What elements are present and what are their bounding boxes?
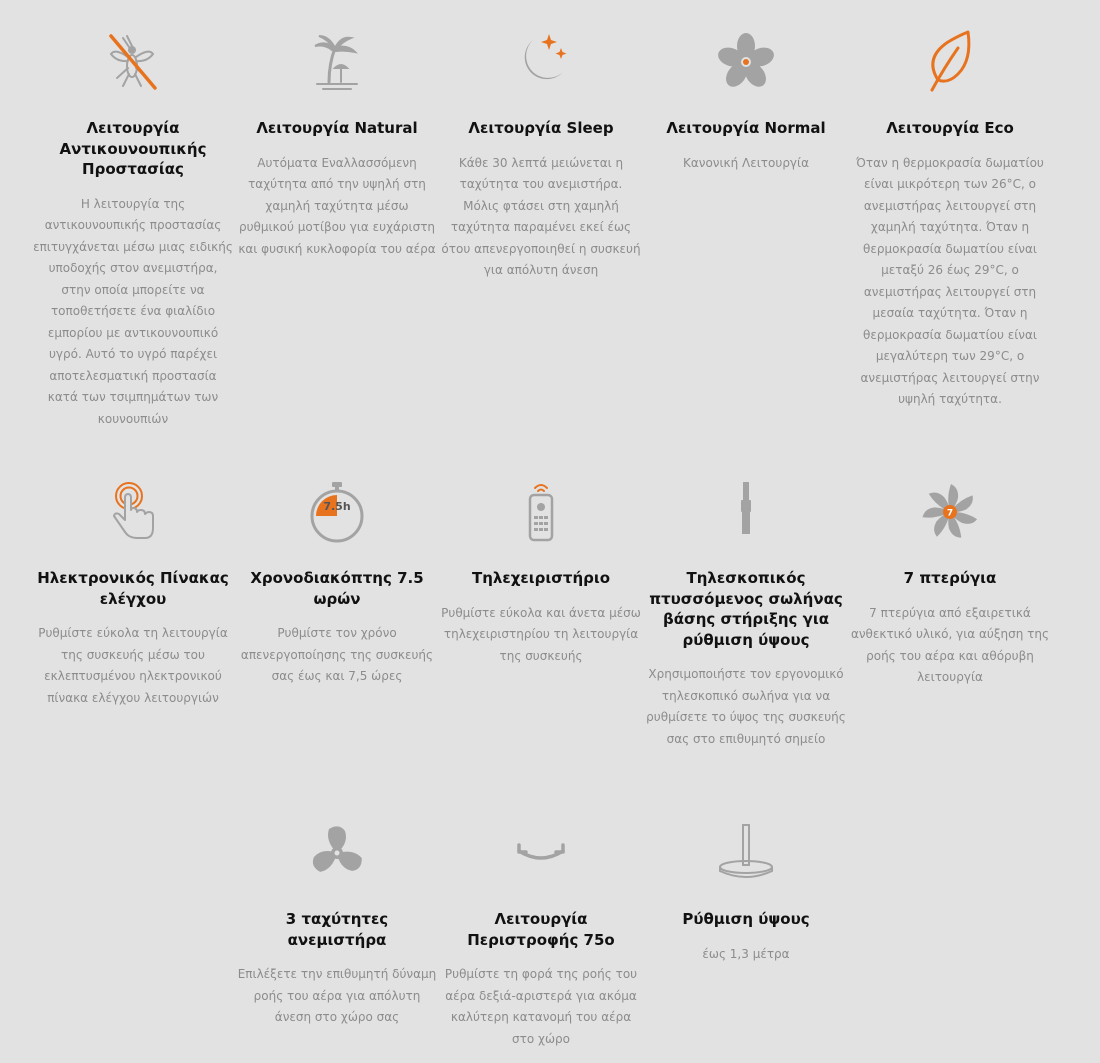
palm-tree-icon: [305, 30, 369, 94]
feature-description: Ρυθμίστε τη φορά της ροής του αέρα δεξιά-αριστερά για ακόμα καλύτερη κατανομή του αέρα στο χώρο: [444, 967, 638, 1046]
height-stand-icon: [714, 821, 778, 885]
feature-description: Κάθε 30 λεπτά μειώνεται η ταχύτητα του ανεμιστήρα. Μόλις φτάσει στη χαμηλή ταχύτητα παραμένει εκεί έως ότου απενεργοποιηθεί η συσκευή για απόλυτη άνεση: [441, 155, 641, 277]
feature-description: 7 πτερύγια από εξαιρετικά ανθεκτικό υλικό, για αύξηση της ροής του αέρα και αθόρυβη λειτουργία: [850, 605, 1050, 684]
feature-description: Ρυθμίστε τον χρόνο απενεργοποίησης της συσκευής σας έως και 7,5 ώρες: [240, 626, 434, 683]
seven-blades-icon: [918, 480, 982, 544]
feature-title: Λειτουργία Sleep: [468, 119, 614, 137]
feature-telescopic-pole: [646, 480, 846, 750]
feature-title: Λειτουργία Αντικουνουπικής Προστασίας: [59, 119, 207, 178]
feature-title: Λειτουργία Περιστροφής 75ο: [467, 910, 615, 949]
feature-description: Αυτόματα Εναλλασσόμενη ταχύτητα από την υψηλή στη χαμηλή ταχύτητα μέσω ρυθμικού μοτίβου για ευχάριστη και φυσική κυκλοφορία του αέρα: [238, 155, 436, 256]
feature-mosquito-protection: [33, 30, 233, 430]
feature-remote-control: [441, 480, 641, 667]
feature-description: Κανονική Λειτουργία: [682, 155, 810, 170]
feature-title: Λειτουργία Eco: [886, 119, 1014, 137]
feature-height-adjustment: [646, 821, 846, 965]
feature-title: Ηλεκτρονικός Πίνακας ελέγχου: [37, 569, 229, 608]
feature-title: Λειτουργία Normal: [666, 119, 826, 137]
feature-description: Επιλέξετε την επιθυμητή δύναμη ροής του αέρα για απόλυτη άνεση στο χώρο σας: [237, 967, 437, 1024]
timer-icon: [305, 480, 369, 544]
feature-title: Ρύθμιση ύψους: [682, 910, 810, 928]
feature-eco-mode: [850, 30, 1050, 411]
feature-description: Όταν η θερμοκρασία δωματίου είναι μικρότερη των 26°C, ο ανεμιστήρας λειτουργεί στη χαμηλή ταχύτητα. Όταν η θερμοκρασία δωματίου είναι μεταξύ 26 έως 29°C, ο ανεμιστήρας λειτουργεί στη μεσαία ταχύτητα. Όταν η θερμοκρασία δωματίου είναι μεγαλύτερη των 29°C, ο ανεμιστήρας λειτουργεί στην υψηλή ταχύτητα.: [856, 155, 1044, 406]
feature-natural-mode: [237, 30, 437, 260]
feature-description: Η λειτουργία της αντικουνουπικής προστασίας επιτυγχάνεται μέσω μιας ειδικής υποδοχής στον ανεμιστήρα, στην οποία μπορείτε να τοποθετήσετε ένα φιαλίδιο εμπορίου με αντικουνουπικό υγρό. Αυτό το υγρό παρέχει αποτελεσματική προστασία κατά των τσιμπημάτων των κουνουπιών: [33, 196, 233, 426]
feature-three-speeds: [237, 821, 437, 1029]
mosquito-crossed-icon: [101, 30, 165, 94]
feature-title: Τηλεσκοπικός πτυσσόμενος σωλήνας βάσης στήριξης για ρύθμιση ύψους: [649, 569, 843, 649]
feature-oscillation: [441, 821, 641, 1050]
three-blade-fan-icon: [305, 821, 369, 885]
blade-count-label: 7: [946, 508, 954, 519]
feature-description: Ρυθμίστε εύκολα τη λειτουργία της συσκευής μέσω του εκλεπτυσμένου ηλεκτρονικού πίνακα ελέγχου λειτουργιών: [38, 626, 228, 705]
oscillation-arrow-icon: [509, 821, 573, 885]
feature-electronic-panel: [33, 480, 233, 709]
feature-title: Λειτουργία Natural: [256, 119, 418, 137]
feature-seven-blades: [850, 480, 1050, 689]
feature-description: Ρυθμίστε εύκολα και άνετα μέσω τηλεχειριστηρίου τη λειτουργία της συσκευής: [441, 605, 641, 663]
fan-blades-icon: [714, 30, 778, 94]
moon-stars-icon: [509, 30, 573, 94]
feature-description: Χρησιμοποιήστε τον εργονομικό τηλεσκοπικό σωλήνα για να ρυθμίσετε το ύψος της συσκευής σας στο επιθυμητό σημείο: [646, 667, 846, 746]
feature-title: 7 πτερύγια: [903, 569, 997, 587]
feature-sleep-mode: [441, 30, 641, 282]
touch-panel-icon: [101, 480, 165, 544]
timer-label: 7.5h: [323, 500, 351, 513]
feature-title: Τηλεχειριστήριο: [471, 569, 611, 587]
feature-normal-mode: [646, 30, 846, 174]
feature-title: 3 ταχύτητες ανεμιστήρα: [285, 910, 389, 949]
feature-timer: [237, 480, 437, 688]
remote-control-icon: [509, 480, 573, 544]
telescopic-pole-icon: [714, 480, 778, 544]
feature-description: έως 1,3 μέτρα: [702, 946, 790, 961]
leaf-icon: [918, 30, 982, 94]
feature-title: Χρονοδιακόπτης 7.5 ωρών: [250, 569, 424, 608]
